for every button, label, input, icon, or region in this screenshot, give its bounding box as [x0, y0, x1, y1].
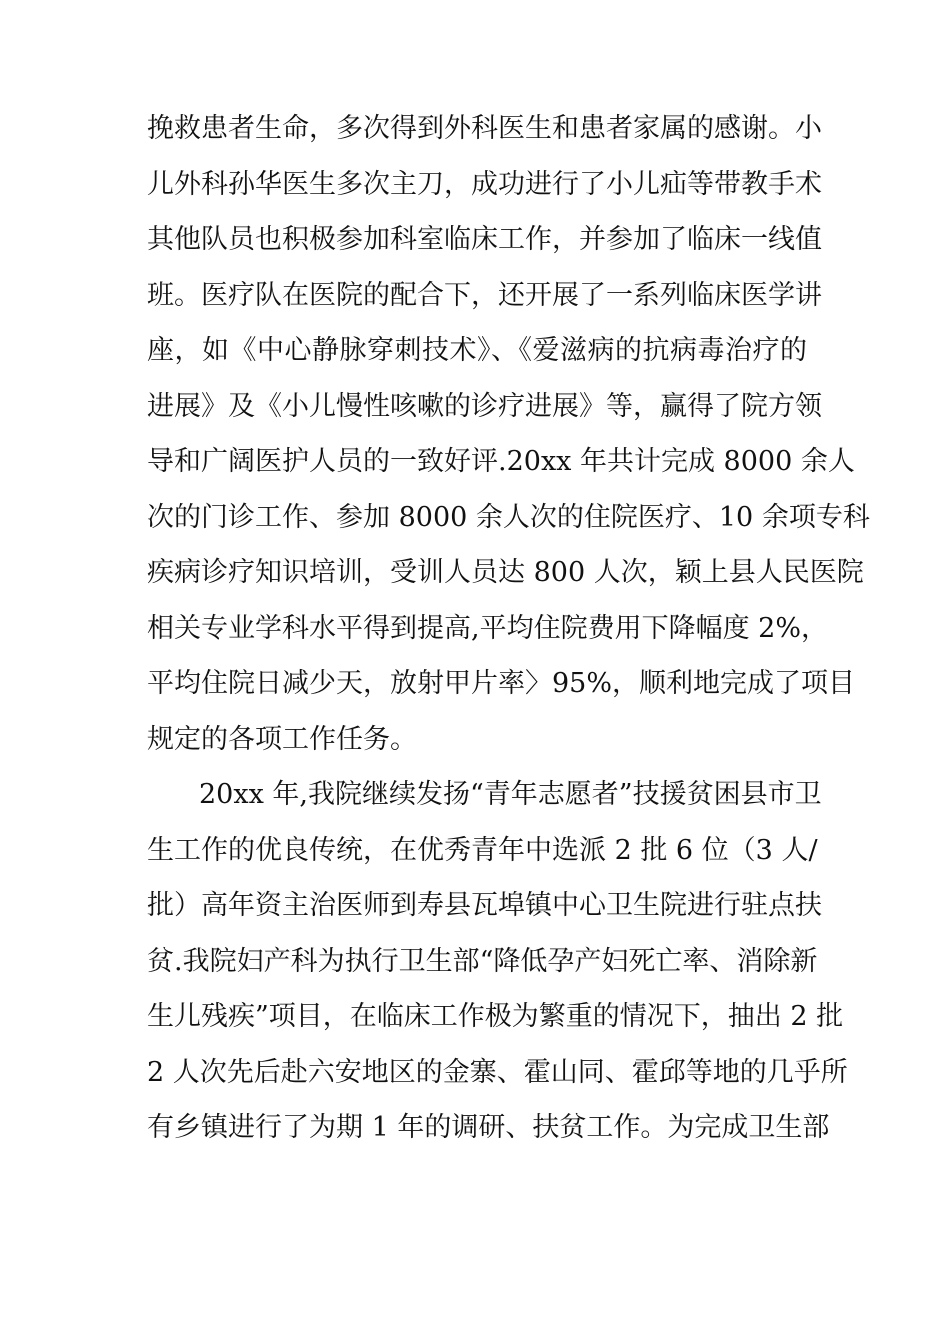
text-line: 批）高年资主治医师到寿县瓦埠镇中心卫生院进行驻点扶: [147, 890, 822, 921]
text-line: 贫.我院妇产科为执行卫生部“降低孕产妇死亡率、消除新: [147, 945, 818, 977]
text-line: 班。医疗队在医院的配合下，还开展了一系列临床医学讲: [147, 279, 822, 311]
text-line: 其他队员也积极参加科室临床工作，并参加了临床一线值: [147, 224, 822, 255]
text-line: 挽救患者生命，多次得到外科医生和患者家属的感谢。小: [147, 113, 822, 144]
text-line: 生儿残疾”项目，在临床工作极为繁重的情况下，抽出 2 批: [147, 1001, 844, 1032]
text-line: 疾病诊疗知识培训，受训人员达 800 人次，颖上县人民医院: [147, 557, 864, 588]
text-line: 相关专业学科水平得到提高,平均住院费用下降幅度 2%，: [147, 612, 828, 644]
text-line: 导和广阔医护人员的一致好评.20xx 年共计完成 8000 余人: [147, 446, 855, 477]
text-line: 2 人次先后赴六安地区的金寨、霍山同、霍邱等地的几乎所: [147, 1056, 848, 1088]
paragraph-start-line: 20xx 年,我院继续发扬“青年志愿者”技援贫困县市卫: [199, 779, 822, 810]
paragraph-end-line: 规定的各项工作任务。: [147, 723, 417, 755]
body-text: [147, 101, 870, 1156]
text-line: 平均住院日减少天，放射甲片率〉95%，顺利地完成了项目: [147, 668, 856, 699]
text-line: 次的门诊工作、参加 8000 余人次的住院医疗、10 余项专科: [147, 501, 870, 533]
text-line: 生工作的优良传统，在优秀青年中选派 2 批 6 位（3 人/: [147, 834, 818, 866]
text-line: 有乡镇进行了为期 1 年的调研、扶贫工作。为完成卫生部: [147, 1112, 830, 1143]
text-line: 进展》及《小儿慢性咳嗽的诊疗进展》等，赢得了院方领: [147, 390, 822, 422]
text-line: 座，如《中心静脉穿刺技术》、《爱滋病的抗病毒治疗的: [147, 335, 807, 366]
text-line: 儿外科孙华医生多次主刀，成功进行了小儿疝等带教手术: [147, 168, 822, 200]
